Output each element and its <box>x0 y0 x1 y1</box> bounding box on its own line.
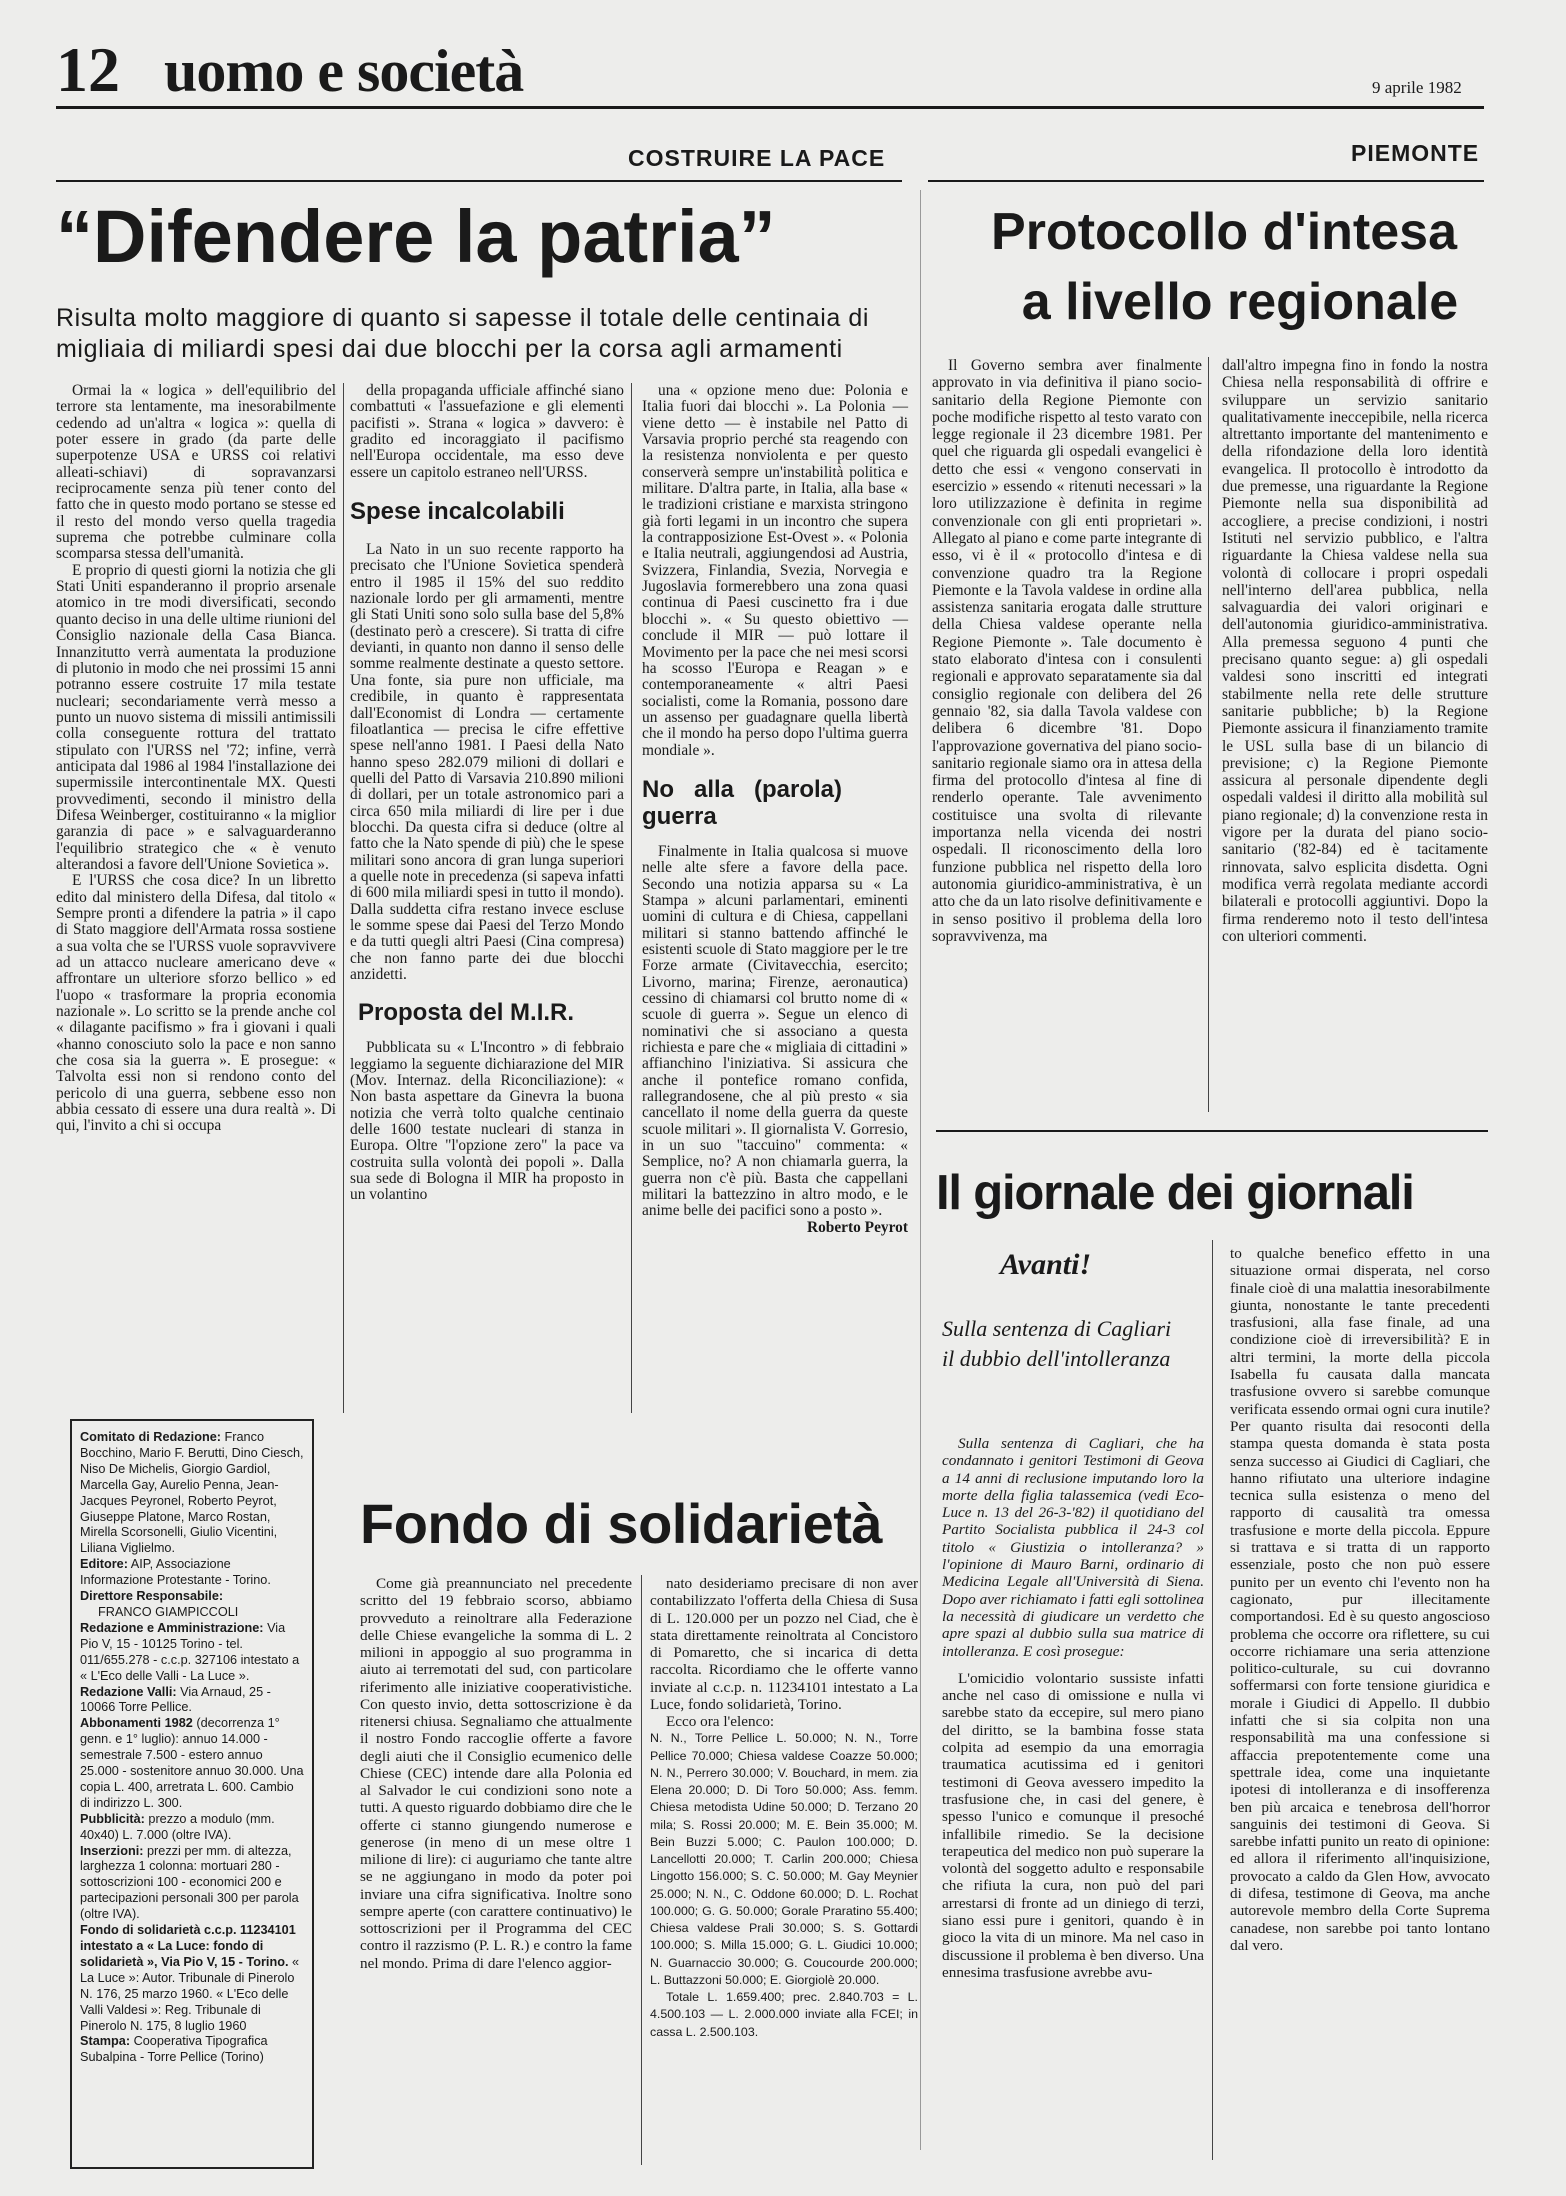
section-rule <box>936 1130 1488 1132</box>
giornali-headline: Il giornale dei giornali <box>936 1166 1414 1220</box>
page-number: 12 <box>56 34 120 105</box>
colophon-label: Editore: <box>80 1557 128 1572</box>
paragraph: La Nato in un suo recente rapporto ha precisato che l'Unione Sovietica spenderà entro il 1985 il 15% del suo reddito nazionale lordo per gli armamenti, mentre gli Stati Uniti sono solo sulla base del 5,8% (destinato però a crescere). Si tratta di cifre devianti, in quanto non danno il senso delle somme realmente destinate a questo settore. Una fonte, sia pure non ufficiale, ma credibile, in quanto è rappresentata dall'Economist di Londra — certamente filoatlantica — precisa le cifre effettive spese nell'anno 1981. I Paesi della Nato hanno speso 282.079 milioni di dollari e quelli del Patto di Varsavia 210.890 milioni di dollari, per un totale astronomico pari a circa 650 mila miliardi di lire per i due blocchi. Da questa cifra si deduce (oltre al fatto che la Nato spende di più) che le spese militari sono ancora di gran lunga superiori a quelle note in precedenza (si sapeva infatti di 600 mila miliardi spesi in tutto il mondo). Dalla suddetta cifra restano invece escluse le somme spese dai Paesi del Terzo Mondo e da tutti quegli altri Paesi (Cina compresa) che non fanno parte dei due blocchi anzidetti. <box>350 541 624 983</box>
column-divider <box>1208 357 1209 1112</box>
fondo-headline: Fondo di solidarietà <box>360 1492 883 1555</box>
newspaper-logo-avanti: Avanti! <box>1000 1248 1092 1281</box>
issue-date: 9 aprile 1982 <box>1372 78 1462 97</box>
right-headline-line2: a livello regionale <box>1021 273 1459 331</box>
subheading: No alla (parola) guerra <box>642 775 842 830</box>
left-kicker: COSTRUIRE LA PACE <box>628 145 886 171</box>
left-article-col3 <box>642 383 908 1236</box>
right-kicker: PIEMONTE <box>1351 140 1480 166</box>
colophon-text: Via Pio V, 15 - 10125 Torino - tel. 011/655.278 - c.c.p. 327106 intestato a « L'Eco delle Valli - La Luce ». <box>80 1620 300 1683</box>
masthead-rule <box>56 106 1484 109</box>
colophon-label: Abbonamenti 1982 <box>80 1716 193 1731</box>
colophon-entry <box>80 1589 304 1621</box>
colophon-label: Direttore Responsabile: <box>80 1589 224 1604</box>
colophon-label: Pubblicità: <box>80 1811 145 1826</box>
colophon-label: Inserzioni: <box>80 1843 144 1858</box>
colophon-entry <box>80 2034 304 2066</box>
colophon-label: Redazione e Amministrazione: <box>80 1620 264 1635</box>
colophon-text: Cooperativa Tipografica Subalpina - Torre Pellice (Torino) <box>80 2034 268 2065</box>
left-article-col1 <box>56 383 336 1135</box>
left-deck: Risulta molto maggiore di quanto si sapesse il totale delle centinaia di migliaia di miliardi spesi dai due blocchi per la corsa agli armamenti <box>56 304 870 363</box>
paragraph: nato desideriamo precisare di non aver contabilizzato l'offerta della Chiesa di Susa di L. 120.000 per un pozzo nel Ciad, che è stata direttamente reinoltrata al Concistoro di Pomaretto, che si incarica di detta raccolta. Ricordiamo che le offerte vanno inviate al c.c.p. n. 11234101 intestato a La Luce, fondo solidarietà, Torino. <box>650 1575 918 1713</box>
column-divider <box>631 383 632 1413</box>
right-article-col2 <box>1222 357 1488 945</box>
paragraph: dall'altro impegna fino in fondo la nostra Chiesa nella responsabilità di offrire e sviluppare un servizio sanitario qualitativamente ineccepibile, nella ricerca altrettanto importante del mantenimento e della rifondazione della loro identità evangelica. Il protocollo è introdotto da due premesse, una riguardante la Regione Piemonte nella sua disponibilità ad accogliere, a precise condizioni, i nostri Istituti nel servizio pubblico, e l'altra riguardante la Chiesa valdese nella sua volontà di collocare i propri ospedali nell'interno dell'area pubblica, nella salvaguardia dei valori originari e dell'autonomia giuridico-amministrativa. Alla premessa seguono 4 punti che precisano quanto segue: a) gli ospedali valdesi sono inscritti ed integrati stabilmente nella rete delle strutture sanitarie pubbliche; b) la Regione Piemonte assicura il finanziamento tramite le USL sulla base di un bilancio di previsione; c) la Regione Piemonte assicura al personale dipendente degli ospedali valdesi il diritto alla mobilità sul piano regionale; d) la convenzione resta in vigore per la durata del piano socio-sanitario ('82-84) ed è tacitamente rinnovata, salvo esplicita disdetta. Ogni modifica verrà regolata mediante accordi bilaterali e protocolli aggiuntivi. Dopo la firma renderemo noto il testo dell'intesa con ulteriori commenti. <box>1222 357 1488 945</box>
left-headline: “Difendere la patria” <box>56 195 776 278</box>
article-signature: Roberto Peyrot <box>806 1218 908 1236</box>
right-article-col1 <box>932 357 1202 945</box>
section-title: uomo e società <box>164 38 524 104</box>
paragraph: Pubblicata su « L'Incontro » di febbraio leggiamo la seguente dichiarazione del MIR (Mov. Internaz. della Riconciliazione): « Non basta aspettare da Ginevra la buona notizia che verrà tolto qualche centinaio delle 1600 testate nucleari di stanza in Europa. Oltre "l'opzione zero" la pace va costruita sulla volontà dei popoli ». Dalla sua sede di Bologna il MIR ha proposto in un volantino <box>350 1039 624 1204</box>
section-divider <box>920 190 921 2150</box>
colophon-text: (decorrenza 1° genn. e 1° luglio): annuo 14.000 - semestrale 7.500 - estero annuo 25.000 - sostenitore annuo 30.000. Una copia L. 400, arretrata L. 600. Cambio di indirizzo L. 300. <box>80 1716 304 1810</box>
colophon-box <box>70 1419 314 2169</box>
paragraph: L'omicidio volontario sussiste infatti anche nel caso di omissione e nulla vi sarebbe stato da eccepire, sul mero piano del diritto, se la bambina fosse stata colpita ad esempio da una emorragia traumatica acutissima ed i genitori testimoni di Geova avessero impedito la trasfusione che, in casi del genere, è spesso l'unico e comunque il presoché infallibile rimedio. Se la decisione terapeutica del medico non può superare la volontà del soggetto adulto e responsabile che rifiuta la cura, non può del pari arrestarsi di fronte ad un diniego di terzi, siano essi pure i genitori, quando è in gioco la vita di un minore. Ma nel caso in discussione il problema è ben diverso. Una ennesima trasfusione avrebbe avu- <box>942 1669 1204 1981</box>
paragraph: E l'URSS che cosa dice? In un libretto edito dal ministero della Difesa, dal titolo « Sempre pronti a difendere la patria » il capo di Stato maggiore dell'Armata rossa sostiene a sua volta che se l'URSS vuole sopravvivere ad un attacco nucleare americano deve « affrontare un ulteriore sforzo bellico » ed l'uopo « trasformare la propria economia nazionale ». Lo scritto se la prende anche col « dilagante pacifismo » fra i giovani i quali «hanno conosciuto solo la pace e non sanno che cosa sia la guerra ». E prosegue: « Talvolta essi non si rendono conto del pericolo di una guerra, sebbene esso non abbia cessato di essere una dura realtà ». Di qui, l'invito a chi si occupa <box>56 872 336 1135</box>
fondo-col2 <box>650 1575 918 2041</box>
paragraph: to qualche benefico effetto in una situazione ormai disperata, nel corso finale cioè di una malattia inesorabilmente giunta, nonostante le tante precedenti trasfusioni, alla fase finale, ad una condizione cioè di irreversibilità? E in altri termini, la morte della piccola Isabella fu causata dalla mancata trasfusione ovvero si sarebbe comunque verificata essendo ormai ogni cura inutile? Per quanto risulta dai resoconti della stampa questa domanda è stata posta senza successo ai Giudici di Cagliari, che hanno rifiutato una ulteriore indagine tecnica sulla esistenza o meno del rapporto di causalità tra omessa trasfusione e morte della piccola. Eppure si trattava e si tratta di un rapporto essenziale, posto che non può essere punito per un evento chi l'evento non ha cagionato, pur illecitamente comportandosi. Ed è su questo angoscioso problema che occorre ora riflettere, su cui occorre richiamare una seria attenzione politico-culturale, su cui dovranno soffermarsi con forte tensione giuridica e morale i Giudici di Appello. Il dubbio infatti che si sia colpita non una responsabilità ma una confessione si affaccia prepotentemente come una spettrale idea, come una inquietante ipotesi di intolleranza e di insofferenza ben più arcaica e tenebrosa dell'horror sanguinis dei testimoni di Geova. Si sarebbe infatti punito un reato di opinione: ed allora il riferimento all'inquisizione, provocato a caldo da Glen How, avvocato di difesa, testimone di Geova, ma anche autorevole membro della Corte Suprema canadese, non sarebbe poi tanto lontano dal vero. <box>1230 1245 1490 1954</box>
paragraph: una « opzione meno due: Polonia e Italia fuori dai blocchi ». La Polonia — viene detto — è instabile nel Patto di Varsavia proprio perché sta reagendo con la resistenza nonviolenta e per questo conserverà sempre un'instabilità politica e militare. D'altra parte, in Italia, alla base « le tradizioni cristiane e marxista stringono già forti legami in un incontro che supera la contrapposizione Est-Ovest ». « Polonia e Italia neutrali, aggiungendosi ad Austria, Svizzera, Finlandia, Svezia, Norvegia e Jugoslavia formerebbero una zona quasi continua di Paesi cuscinetto fra i due blocchi ». « Su questo obiettivo — conclude il MIR — può lottare il Movimento per la pace che nei mesi scorsi ha scosso l'Europa e Reagan » e contemporaneamente « altri Paesi socialisti, come la Romania, possono dare un assenso per guadagnare quella libertà che il mondo ha perso dopo l'ultima guerra mondiale ». <box>642 382 908 759</box>
fondo-totals: Totale L. 1.659.400; prec. 2.840.703 = L. 4.500.103 — L. 2.000.000 inviate alla FCEI; in cassa L. 2.500.103. <box>650 1990 918 2039</box>
paragraph: E proprio di questi giorni la notizia che gli Stati Uniti espanderanno il proprio arsenale atomico in tre modi diversificati, secondo quanto deciso in una delle ultime riunioni del Consiglio nazionale della Casa Bianca. Innanzitutto verrà aumentata la produzione di plutonio in modo che nei prossimi 15 anni potranno essere costruite 17 mila testate nucleari; secondariamente verrà messo a punto un nuovo sistema di missili antimissili colla conseguente rottura del trattato stipulato con l'URSS nel '72; infine, verrà anticipata dal 1986 al 1984 l'installazione dei supermissile intercontinentale MX. Questi provvedimenti, secondo il ministro della Difesa Weinberger, costituiranno « la miglior garanzia di pace » e salvaguarderanno l'equilibrio strategico che « è venuto alterandosi a favore dell'Unione Sovietica ». <box>56 561 336 873</box>
colophon-text: Via Arnaud, 25 - 10066 Torre Pellice. <box>80 1684 271 1715</box>
colophon-text: Franco Bocchino, Mario F. Berutti, Dino Ciesch, Niso De Michelis, Giorgio Gardiol, Marcella Gay, Aurelio Penna, Jean-Jacques Peyronel, Roberto Peyrot, Giuseppe Platone, Marco Rostan, Mirella Scorsonelli, Giulio Vicentini, Liliana Viglielmo. <box>80 1430 304 1556</box>
paragraph: Come già preannunciato nel precedente scritto del 19 febbraio scorso, abbiamo provveduto a reinoltrare alla Federazione delle Chiese evangeliche la somma di L. 2 milioni in appoggio al suo programma in aiuto ai terremotati del sud, con particolare riferimento alle iniziative cooperativistiche. Con questo invio, detta sottoscrizione è da ritenersi chiusa. Segnaliamo che attualmente il nostro Fondo raccoglie offerte a favore degli aiuti che il Consiglio ecumenico delle Chiese (CEC) intende dare alla Polonia ed al Salvador le cui condizioni sono note a tutti. A questo riguardo dobbiamo dire che le offerte ci stanno giungendo numerose e generose (in meno di un mese oltre 1 milione di lire): ci auguriamo che tante altre se ne aggiungano in modo da poter poi inviare una cifra significativa. Inoltre sono sempre aperte (con carattere continuativo) le sottoscrizioni per il Programma del CEC contro il razzismo (P. L. R.) e contro la fame nel mondo. Prima di dare l'elenco aggior- <box>360 1575 632 1972</box>
paragraph: Ormai la « logica » dell'equilibrio del terrore sta lentamente, ma inesorabilmente cedendo ad un'altra « logica »: quella di poter essere in grado (da parte delle superpotenze USA e URSS coi relativi alleati-schiavi) di sopravanzarsi reciprocamente senza più tener conto del fatto che in questo modo portano se stesse ed il resto del mondo verso quella tragedia suprema che potrebbe culminare colla scomparsa stessa dell'umanità. <box>56 382 336 563</box>
colophon-text: « La Luce »: Autor. Tribunale di Pinerolo N. 176, 25 marzo 1960. « L'Eco delle Valli Valdesi »: Reg. Tribunale di Pinerolo N. 175, 8 luglio 1960 <box>80 1954 300 2033</box>
kicker-rule-right <box>928 180 1484 182</box>
colophon-entry <box>80 1844 304 1924</box>
giornali-col2 <box>1230 1245 1490 1954</box>
fondo-list-title: Ecco ora l'elenco: <box>666 1713 775 1730</box>
column-divider <box>343 383 344 1413</box>
colophon-label: Comitato di Redazione: <box>80 1430 221 1444</box>
fondo-col1 <box>360 1575 632 1972</box>
colophon-text: prezzi per mm. di altezza, larghezza 1 colonna: mortuari 280 - sottoscrizioni 100 - economici 200 e partecipazioni personali 300 per parola (oltre IVA). <box>80 1843 299 1922</box>
colophon-text: AIP, Associazione Informazione Protestante - Torino. <box>80 1557 271 1588</box>
paragraph: Finalmente in Italia qualcosa si muove nelle alte sfere a favore della pace. Secondo una notizia apparsa su « La Stampa » alcuni parlamentari, eminenti uomini di cultura e di Chiesa, cappellani militari si stanno battendo affinché le esistenti scuole di Stato maggiore per le tre Forze armate (Civitavecchia, esercito; Livorno, marina; Firenze, aeronautica) cessino di chiamarsi col brutto nome di « scuole di guerra ». Segue un elenco di nominativi che si associano a questa richiesta e pare che « migliaia di cittadini » affianchino l'iniziativa. Si assicura che anche il pontefice romano confida, rallegrandosene, che al più presto « sia cancellato il nome della guerra da queste scuole militari ». Il giornalista V. Gorresio, in un suo "taccuino" commenta: « Semplice, no? A non chiamarla guerra, la guerra non c'è più. Basta che cappellani militari la battezzino in altro modo, e le anime belle dei pacifici sono a posto ». <box>642 842 908 1220</box>
colophon-entry <box>80 1621 304 1685</box>
subheading: Spese incalcolabili <box>350 498 565 526</box>
column-divider <box>641 1575 642 2165</box>
paragraph: della propaganda ufficiale affinché siano combattuti « l'assuefazione e gli elementi pacifisti ». Strana « logica » davvero: è gradito ed incoraggiato il pacifismo nell'Europa occidentale, ma esso deve essere un capitolo estraneo nell'URSS. <box>350 382 624 481</box>
colophon-entry <box>80 1430 304 1557</box>
giornali-title: Sulla sentenza di Cagliari il dubbio dell'intolleranza <box>942 1316 1172 1371</box>
column-divider <box>1212 1240 1213 2160</box>
colophon-entry <box>80 1812 304 1844</box>
right-headline-line1: Protocollo d'intesa <box>991 203 1457 261</box>
colophon-text: FRANCO GIAMPICCOLI <box>98 1604 239 1619</box>
giornali-intro: Sulla sentenza di Cagliari, che ha condannato i genitori Testimoni di Geova a 14 anni di reclusione imputando loro la morte della figlia talassemica (vedi Eco-Luce n. 13 del 26-3-'82) il quotidiano del Partito Socialista pubblica il 24-3 col titolo « Giustizia o intolleranza? » l'opinione di Mauro Barni, ordinario di Medicina Legale all'Università di Siena. Dopo aver richiamato i fatti egli sottolinea la necessità di giudicare un verdetto che apre spazi al dubbio sulla sua matrice di intolleranza. E così prosegue: <box>942 1435 1204 1660</box>
colophon-text: prezzo a modulo (mm. 40x40) L. 7.000 (oltre IVA). <box>80 1811 275 1842</box>
colophon-entry <box>80 1557 304 1589</box>
colophon-label: Fondo di solidarietà c.c.p. 11234101 intestato a « La Luce: fondo di solidarietà », Via Pio V, 15 - Torino. <box>80 1923 296 1969</box>
colophon-entry <box>80 1685 304 1717</box>
fondo-list: N. N., Torre Pellice L. 50.000; N. N., Torre Pellice 70.000; Chiesa valdese Coazze 50.000; N. N., Perrero 30.000; V. Bouchard, in mem. zia Elena 20.000; D. Di Toro 50.000; Ass. femm. Chiesa metodista Udine 50.000; D. Terzano 20 mila; S. Rossi 20.000; M. E. Bein 35.000; M. Bein Buzzi 5.000; C. Paulon 100.000; D. Lancellotti 20.000; T. Carlin 200.000; Chiesa Lingotto 156.000; S. C. 50.000; M. Gay Meynier 25.000; N. N., C. Oddone 60.000; D. L. Rochat 100.000; G. G. 50.000; Gorale Praratino 55.400; Chiesa valdese Prali 30.000; S. S. Gottardi 100.000; S. Milla 15.000; G. L. Giudici 10.000; N. Guarnaccio 30.000; G. Coucourde 200.000; L. Buttazzoni 50.000; E. Giorgiolè 20.000. <box>650 1731 918 1987</box>
colophon-label: Redazione Valli: <box>80 1684 177 1699</box>
colophon-entry <box>80 1716 304 1811</box>
colophon-entry <box>80 1923 304 2034</box>
kicker-rule-left <box>56 180 902 182</box>
paragraph: Il Governo sembra aver finalmente approvato in via definitiva il piano socio-sanitario della Regione Piemonte con poche modifiche rispetto al testo varato con legge regionale il 23 dicembre 1981. Per quel che riguarda gli ospedali evangelici è detto che essi « vengono conservati in esercizio » essendo « ritenuti necessari » la loro utilizzazione è definita in regime convenzionale con gli enti proprietari ». Allegato al piano e come parte integrante di esso, vi è il « protocollo d'intesa e di convenzione quadro tra la Regione Piemonte e la Tavola valdese in ordine alla assistenza sanitaria erogata dalle strutture della Chiesa valdese operante nella Regione Piemonte ». Tale documento è stato elaborato d'intesa con i consulenti regionali e approvato separatamente sia dal consiglio regionale con delibera del 26 gennaio '82, sia dalla Tavola valdese con delibera 6 dicembre '81. Dopo l'approvazione governativa del piano socio-sanitario regionale siamo ora in attesa della firma del protocollo d'intesa al fine di renderlo operante. Tale avvenimento costituisce una svolta di rilevante importanza nella vicenda dei nostri ospedali. Il riconoscimento della loro funzione pubblica nel rispetto della loro autonomia giuridico-amministrativa, è un atto che da un lato risolve definitivamente e in senso positivo il problema della loro sopravvivenza, ma <box>932 357 1202 945</box>
giornali-col1 <box>942 1435 1204 1981</box>
left-article-col2 <box>350 383 624 1204</box>
colophon-label: Stampa: <box>80 2034 131 2049</box>
subheading: Proposta del M.I.R. <box>358 999 575 1027</box>
